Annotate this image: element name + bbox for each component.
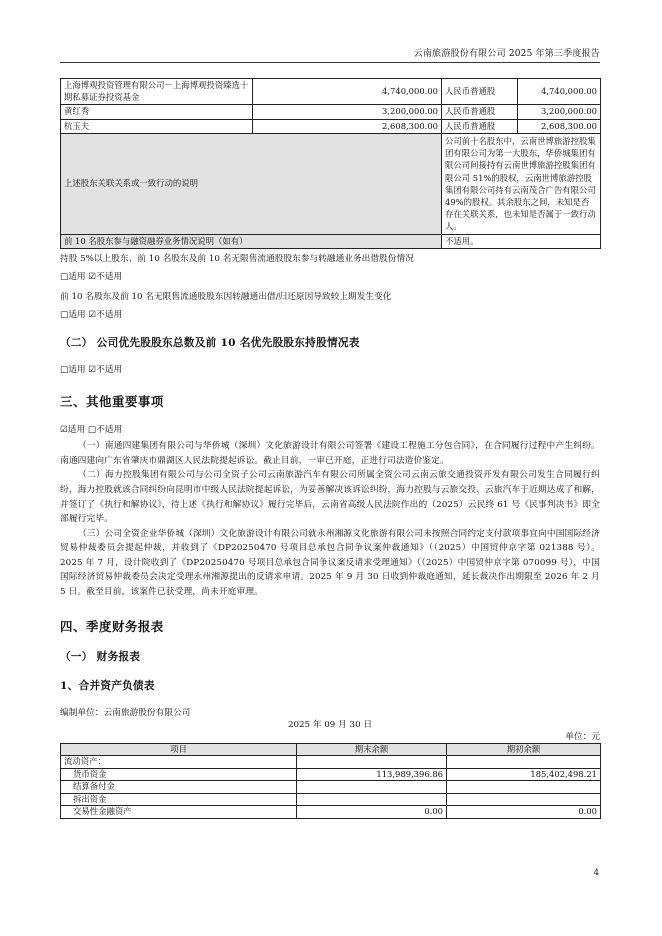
- table-row: [61, 793, 601, 806]
- bs-end: 113,989,396.86: [297, 768, 447, 781]
- share-kind: 人民币普通股: [442, 119, 518, 134]
- bs-item: 拆出资金: [61, 793, 297, 806]
- balance-sheet-table: [60, 743, 601, 819]
- bs-begin: 0.00: [447, 806, 601, 819]
- table-row: [61, 234, 601, 249]
- bs-begin: 185,402,498.21: [447, 768, 601, 781]
- change-options: □适用 ☑不适用: [60, 310, 123, 321]
- change-title: 前 10 名股东及前 10 名无限售流通股股东因转融通出借/归还原因导致较上期发生变化: [60, 292, 392, 303]
- share-count: 2,608,300.00: [518, 119, 601, 134]
- relation-text: 公司前十名股东中，云南世博旅游控股集团有限公司为第一大股东，华侨城集团有限公司间接持有云南世博旅游控股集团有限公司 51%的股权，云南世博旅游控股集团有限公司持有云南茂合广告有限公司 49%的股权。其余股东之间，未知是否存在关联关系，也未知是否属于一致行动人。: [442, 134, 601, 235]
- holder-name: 上海博观投资管理有限公司－上海博观投资臻选十期私募证券投资基金: [61, 79, 253, 105]
- balance-sheet-title: 1、合并资产负债表: [60, 679, 155, 692]
- other-section-title: 三、其他重要事项: [60, 394, 164, 410]
- bs-item: 交易性金融资产: [61, 806, 297, 819]
- share-kind: 人民币普通股: [442, 105, 518, 120]
- header-rule: [60, 62, 600, 63]
- column-header: 项目: [61, 743, 297, 756]
- table-row: [61, 756, 601, 769]
- margin-text: 不适用。: [442, 234, 601, 249]
- table-row: [61, 79, 601, 105]
- table-row: [61, 806, 601, 819]
- table-row: [61, 134, 601, 235]
- column-header: 期末余额: [297, 743, 447, 756]
- bs-item: 结算备付金: [61, 781, 297, 794]
- table-row: [61, 781, 601, 794]
- column-header: 期初余额: [447, 743, 601, 756]
- lending-title: 持股 5%以上股东、前 10 名股东及前 10 名无限售流通股股东参与转融通业务出借股份情况: [60, 254, 414, 265]
- page-header: 云南旅游股份有限公司 2025 年第三季度报告: [413, 49, 600, 59]
- other-options: ☑适用 □不适用: [60, 425, 123, 436]
- bs-begin: [447, 793, 601, 806]
- bs-begin: [447, 781, 601, 794]
- table-row: [61, 105, 601, 120]
- matter-paragraph: （二）海力控股集团有限公司与公司全资子公司云南旅游汽车有限公司所属全资公司云南云旅交通投资开发有限公司发生合同履行纠纷，海力控股就该合同纠纷向昆明市中级人民法院提起诉讼，为妥善解决该诉讼纠纷，海力控股与云旅交投、云旅汽车于近期达成了和解，并签订了《执行和解协议》，待上述《执行和解协议》履行完毕后，云南省高级人民法院作出的（2025）云民终 61 号《民事判决书》即全部履行完毕。: [60, 470, 600, 525]
- bs-begin: [447, 756, 601, 769]
- bs-item: 货币资金: [61, 768, 297, 781]
- unit-label: 单位：元: [565, 731, 600, 742]
- bs-end: [297, 781, 447, 794]
- matter-paragraph: （一）南通四建集团有限公司与华侨城（深圳）文化旅游设计有限公司签署《建设工程施工分包合同》，在合同履行过程中产生纠纷。南通四建向广东省肇庆市鼎湖区人民法院提起诉讼。截止目前，一审已开庭，正进行司法造价鉴定。: [60, 441, 600, 466]
- preferred-section-title: （二） 公司优先股股东总数及前 10 名优先股股东持股情况表: [60, 337, 360, 350]
- bs-end: 0.00: [297, 806, 447, 819]
- page-number: 4: [593, 868, 599, 878]
- report-date: 2025 年 09 月 30 日: [287, 719, 373, 730]
- bs-item: 流动资产：: [61, 756, 297, 769]
- preferred-options: □适用 ☑不适用: [60, 365, 123, 376]
- table-row: [61, 119, 601, 134]
- share-kind: 人民币普通股: [442, 79, 518, 105]
- holder-qty: 3,200,000.00: [253, 105, 442, 120]
- report-content: [60, 78, 600, 819]
- relation-label: 上述股东关联关系或一致行动的说明: [61, 134, 442, 235]
- holder-name: 杭玉夫: [61, 119, 253, 134]
- matter-paragraph: （三）公司全资企业华侨城（深圳）文化旅游设计有限公司就永州湘源文化旅游有限公司未按照合同约定支付款项事宜向中国国际经济贸易仲裁委员会提起仲裁，并收到了《DP20250470 号项目总承包合同争议案仲裁通知》（（2025）中国贸仲京字第 021388 号）。2025 年 7 月，设计院收到了《DP20250470 号项目总承包合同争议案反请求受理通知》（（2025）中国贸仲京字第 070099 号），中国国际经济贸易仲裁委员会决定受理永州湘源提出的反请求申请。2025 年 9 月 30 日收到仲裁庭通知，延长裁决作出期限至 2026 年 2 月 5 日。截至目前，该案件已获受理，尚未开庭审理。: [60, 528, 600, 598]
- shareholder-table: [60, 78, 601, 249]
- financial-section-title: 四、季度财务报表: [60, 618, 164, 634]
- share-count: 4,740,000.00: [518, 79, 601, 105]
- table-row: [61, 768, 601, 781]
- financial-sub-title: （一） 财务报表: [60, 650, 141, 663]
- bs-end: [297, 793, 447, 806]
- share-count: 3,200,000.00: [518, 105, 601, 120]
- lending-options: □适用 ☑不适用: [60, 272, 123, 283]
- holder-qty: 4,740,000.00: [253, 79, 442, 105]
- table-header-row: [61, 743, 601, 756]
- bs-end: [297, 756, 447, 769]
- holder-qty: 2,608,300.00: [253, 119, 442, 134]
- compiler: 编制单位：云南旅游股份有限公司: [60, 707, 191, 718]
- margin-label: 前 10 名股东参与融资融券业务情况说明（如有）: [61, 234, 442, 249]
- holder-name: 黄红秀: [61, 105, 253, 120]
